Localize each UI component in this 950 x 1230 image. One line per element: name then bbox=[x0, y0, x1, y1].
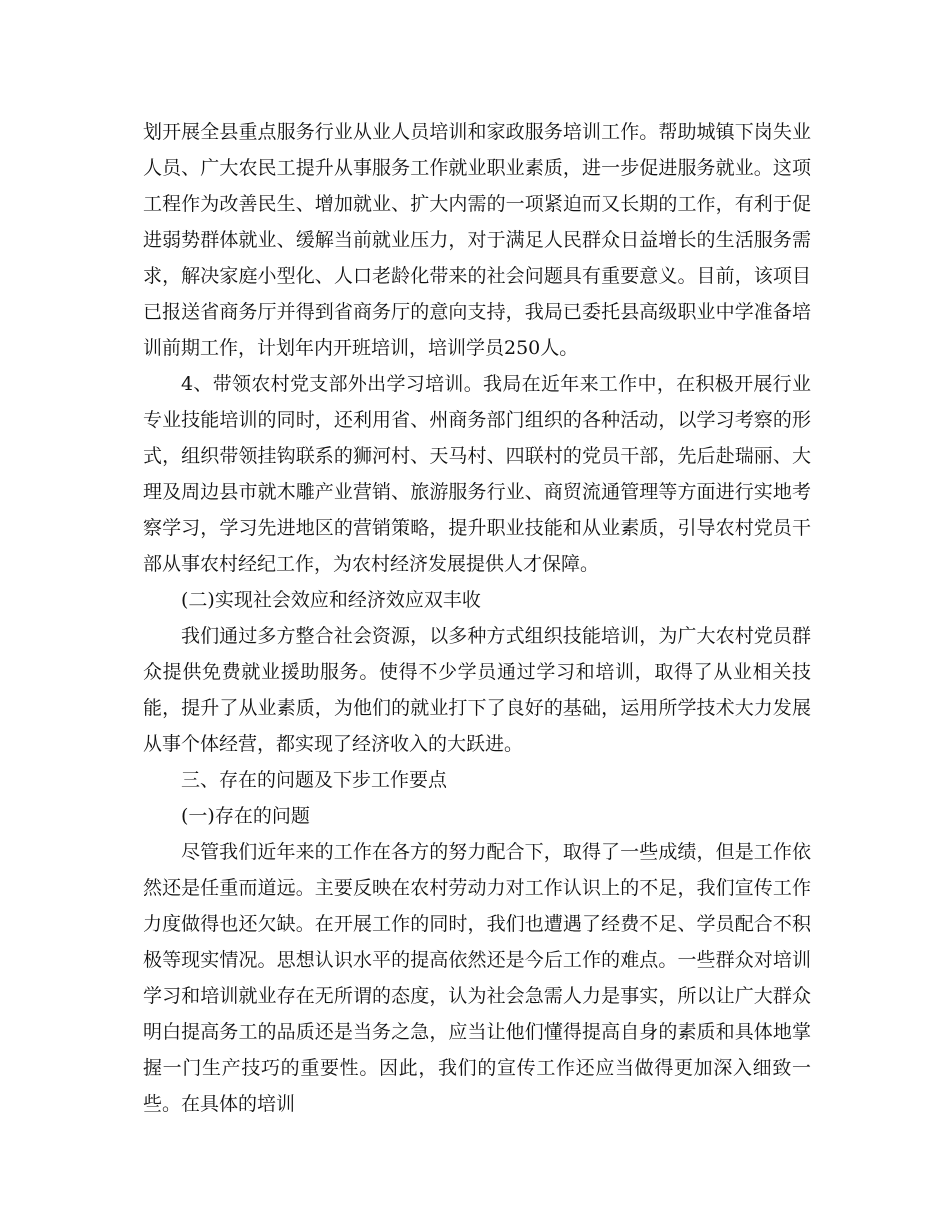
paragraph-problems: 尽管我们近年来的工作在各方的努力配合下，取得了一些成绩，但是工作依然还是任重而道远。主要反映在农村劳动力对工作认识上的不足，我们宣传工作力度做得也还欠缺。在开展工作的同时，我们也遭遇了经费不足、学员配合不积极等现实情况。思想认识水平的提高依然还是今后工作的难点。一些群众对培训学习和培训就业存在无所谓的态度，认为社会急需人力是事实，所以让广大群众明白提高务工的品质还是当务之急，应当让他们懂得提高自身的素质和具体地掌握一门生产技巧的重要性。因此，我们的宣传工作还应当做得更加深入细致一些。在具体的培训 bbox=[143, 841, 811, 1115]
paragraph-continuation: 划开展全县重点服务行业从业人员培训和家政服务培训工作。帮助城镇下岗失业人员、广大农民工提升从事服务工作就业职业素质，进一步促进服务就业。这项工程作为改善民生、增加就业、扩大内需的一项紧迫而又长期的工作，有利于促进弱势群体就业、缓解当前就业压力，对于满足人民群众日益增长的生活服务需求，解决家庭小型化、人口老龄化带来的社会问题具有重要意义。目前，该项目已报送省商务厅并得到省商务厅的意向支持，我局已委托县高级职业中学准备培训前期工作，计划年内开班培训，培训学员250人。 bbox=[143, 121, 811, 359]
paragraph-benefits: 我们通过多方整合社会资源，以多种方式组织技能培训，为广大农村党员群众提供免费就业援助服务。使得不少学员通过学习和培训，取得了从业相关技能，提升了从业素质，为他们的就业打下了良好的基础，运用所学技术大力发展从事个体经营，都实现了经济收入的大跃进。 bbox=[143, 625, 811, 755]
section-heading-2: (二)实现社会效应和经济效应双丰收 bbox=[181, 589, 481, 611]
subsection-heading-problems: (一)存在的问题 bbox=[181, 805, 310, 827]
paragraph-item-4: 4、带领农村党支部外出学习培训。我局在近年来工作中，在积极开展行业专业技能培训的同时，还利用省、州商务部门组织的各种活动，以学习考察的形式，组织带领挂钩联系的狮河村、天马村、四联村的党员干部，先后赴瑞丽、大理及周边县市就木雕产业营销、旅游服务行业、商贸流通管理等方面进行实地考察学习，学习先进地区的营销策略，提升职业技能和从业素质，引导农村党员干部从事农村经纪工作，为农村经济发展提供人才保障。 bbox=[143, 373, 811, 575]
section-heading-3: 三、存在的问题及下步工作要点 bbox=[181, 769, 448, 791]
document-body bbox=[143, 114, 811, 1122]
